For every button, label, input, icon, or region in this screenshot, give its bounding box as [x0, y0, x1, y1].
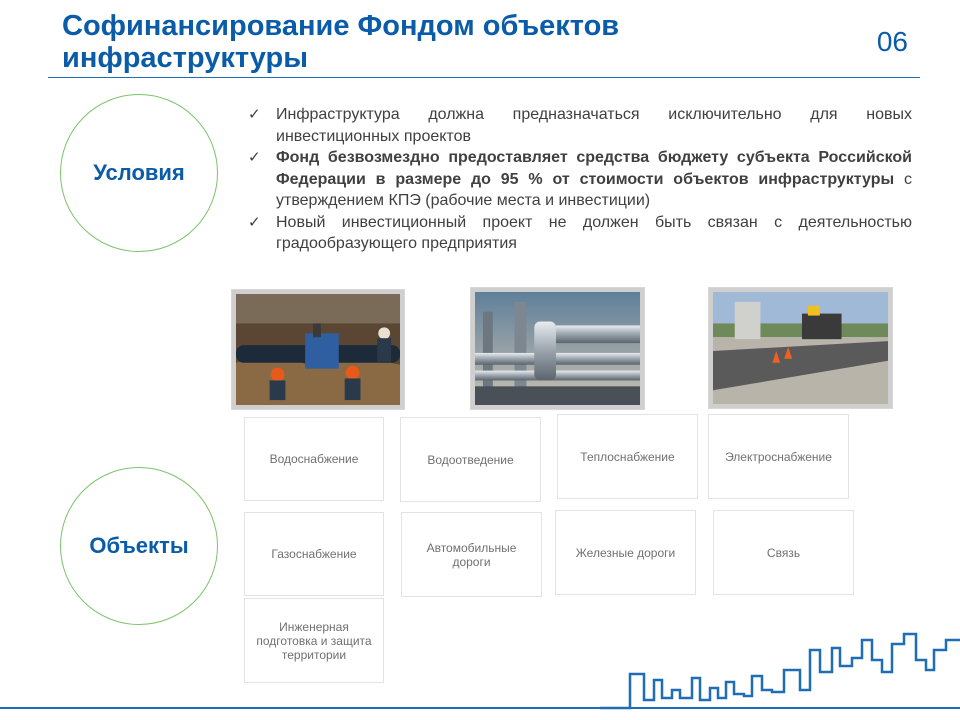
- title-divider: [48, 77, 920, 78]
- object-tile-sewerage: Водоотведение: [400, 417, 541, 502]
- condition-item: [246, 147, 912, 212]
- objects-circle: [60, 467, 218, 625]
- checkmark-icon: ✓: [248, 106, 261, 123]
- object-tile-communications: Связь: [713, 510, 854, 595]
- object-tile-heat-supply: Теплоснабжение: [557, 414, 698, 499]
- checkmark-icon: ✓: [248, 149, 261, 166]
- objects-label: Объекты: [89, 533, 189, 558]
- pipeline-workers-photo: [231, 289, 405, 410]
- condition-text-bold: Фонд безвозмездно предоставляет средства бюджету субъекта Российской Федерации в размере до 95 % от стоимости объектов инфраструктуры: [276, 149, 912, 188]
- condition-text: с утверждением КПЭ (рабочие места и инвестиции): [276, 170, 913, 209]
- industrial-pipes-photo: [470, 287, 645, 410]
- city-skyline-decoration: [600, 610, 960, 710]
- conditions-label: Условия: [93, 160, 185, 185]
- object-tile-railways: Железные дороги: [555, 510, 696, 595]
- condition-item: [246, 104, 912, 147]
- footer-divider: [0, 707, 960, 709]
- conditions-circle: [60, 94, 218, 252]
- checkmark-icon: ✓: [248, 213, 261, 231]
- slide-title: Софинансирование Фондом объектов инфраструктуры: [62, 10, 620, 74]
- condition-text: Новый инвестиционный проект не должен быть связан с деятельностью градообразующего предприятия: [276, 213, 912, 252]
- object-tile-power-supply: Электроснабжение: [708, 414, 849, 499]
- condition-item: [246, 212, 912, 255]
- object-tile-engineering: Инженерная подготовка и защита территории: [244, 598, 384, 683]
- conditions-list: [246, 104, 912, 255]
- road-paving-photo: [708, 287, 893, 409]
- object-tile-roads: Автомобильные дороги: [401, 512, 542, 597]
- object-tile-water-supply: Водоснабжение: [244, 417, 384, 501]
- condition-text: Инфраструктура должна предназначаться исключительно для новых инвестиционных проектов: [276, 106, 912, 145]
- slide-number: 06: [876, 26, 908, 57]
- object-tile-gas-supply: Газоснабжение: [244, 512, 384, 596]
